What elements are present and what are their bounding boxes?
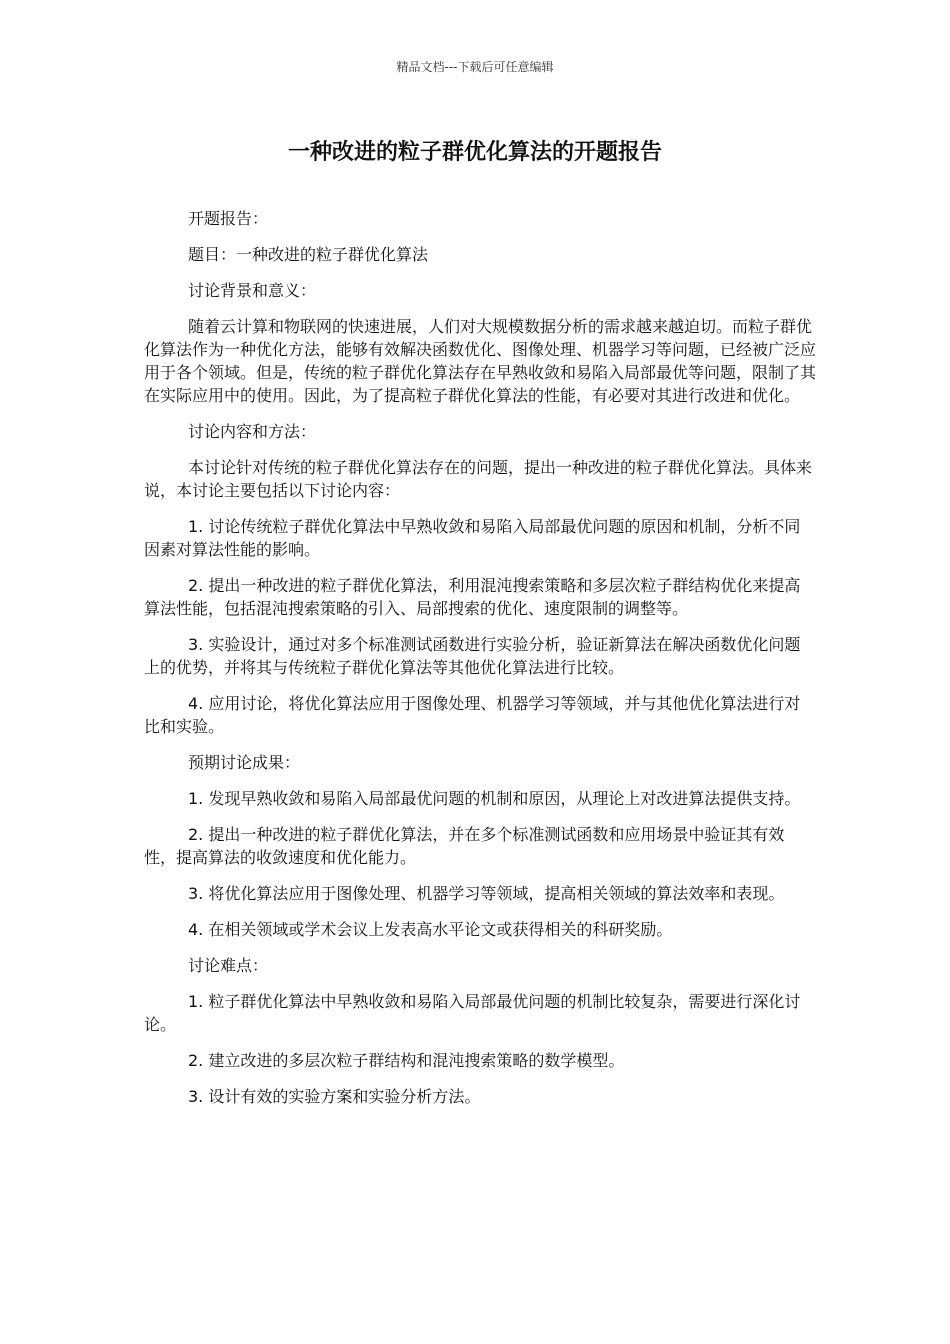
paragraph: 本讨论针对传统的粒子群优化算法存在的问题，提出一种改进的粒子群优化算法。具体来说，本讨论主要包括以下讨论内容： [144, 458, 813, 500]
section-heading: 讨论背景和意义： [188, 281, 317, 300]
list-item: 4. 应用讨论，将优化算法应用于图像处理、机器学习等领域，并与其他优化算法进行对比和实验。 [144, 694, 801, 736]
section-heading: 讨论内容和方法： [188, 422, 317, 441]
list-item: 2. 提出一种改进的粒子群优化算法，利用混沌搜索策略和多层次粒子群结构优化来提高算法性能，包括混沌搜索策略的引入、局部搜索的优化、速度限制的调整等。 [144, 576, 801, 618]
list-item: 1. 发现早熟收敛和易陷入局部最优问题的机制和原因，从理论上对改进算法提供支持。 [188, 789, 801, 808]
list-item: 3. 实验设计，通过对多个标准测试函数进行实验分析，验证新算法在解决函数优化问题上的优势，并将其与传统粒子群优化算法等其他优化算法进行比较。 [144, 635, 801, 677]
paragraph: 开题报告： [188, 209, 269, 228]
list-item: 1. 讨论传统粒子群优化算法中早熟收敛和易陷入局部最优问题的原因和机制，分析不同因素对算法性能的影响。 [144, 517, 801, 559]
paragraph: 题目：一种改进的粒子群优化算法 [188, 245, 429, 264]
section-heading: 讨论难点： [188, 956, 269, 975]
list-item: 2. 建立改进的多层次粒子群结构和混沌搜索策略的数学模型。 [188, 1051, 625, 1070]
document-body [144, 207, 816, 1121]
list-item: 3. 设计有效的实验方案和实验分析方法。 [188, 1087, 481, 1106]
list-item: 2. 提出一种改进的粒子群优化算法，并在多个标准测试函数和应用场景中验证其有效性，提高算法的收敛速度和优化能力。 [144, 825, 785, 867]
list-item: 1. 粒子群优化算法中早熟收敛和易陷入局部最优问题的机制比较复杂，需要进行深化讨论。 [144, 992, 801, 1034]
list-item: 3. 将优化算法应用于图像处理、机器学习等领域，提高相关领域的算法效率和表现。 [188, 884, 785, 903]
document-title: 一种改进的粒子群优化算法的开题报告 [287, 140, 662, 165]
section-heading: 预期讨论成果： [188, 753, 301, 772]
paragraph: 随着云计算和物联网的快速进展，人们对大规模数据分析的需求越来越迫切。而粒子群优化算法作为一种优化方法，能够有效解决函数优化、图像处理、机器学习等问题，已经被广泛应用于各个领域。但是，传统的粒子群优化算法存在早熟收敛和易陷入局部最优等问题，限制了其在实际应用中的使用。因此，为了提高粒子群优化算法的性能，有必要对其进行改进和优化。 [144, 317, 817, 405]
list-item: 4. 在相关领域或学术会议上发表高水平论文或获得相关的科研奖励。 [188, 920, 673, 939]
page-header-note: 精品文档---下载后可任意编辑 [396, 60, 554, 74]
